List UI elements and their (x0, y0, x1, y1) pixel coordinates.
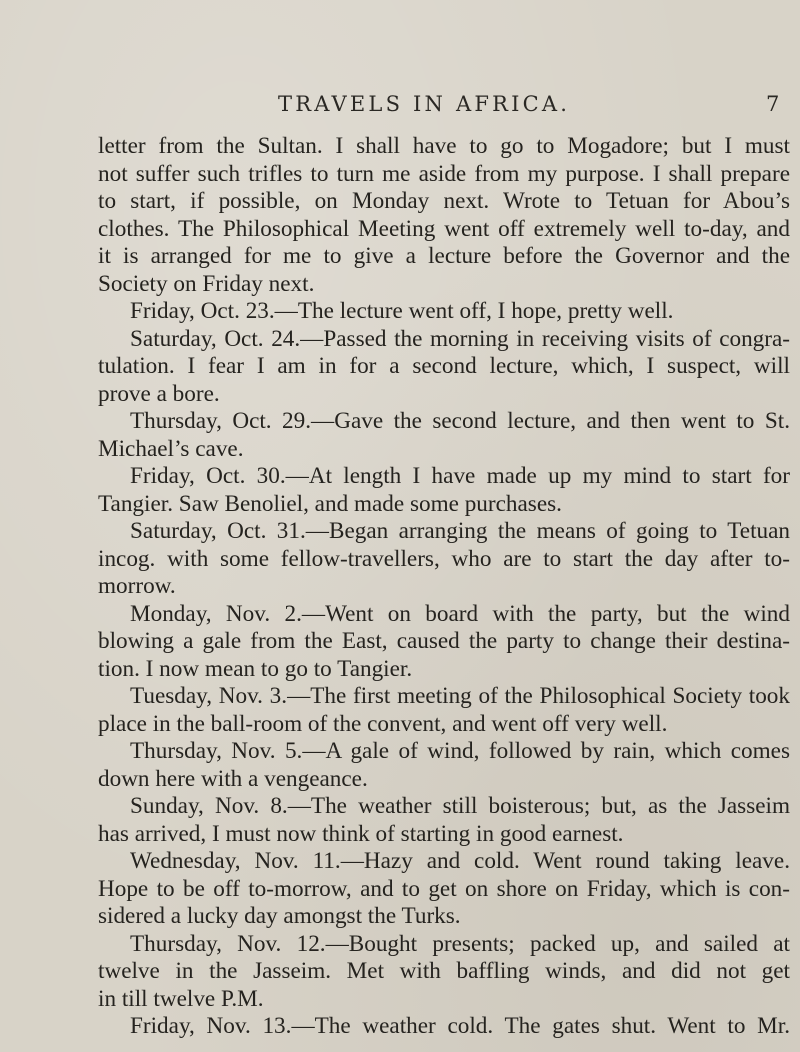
diary-entry-line: Saturday, Oct. 31.—Began arranging the means of going to Tetuan (130, 518, 790, 544)
running-title: TRAVELS IN AFRICA. (278, 92, 571, 116)
text-line: twelve in the Jasseim. Met with baffling winds, and did not get (98, 958, 790, 984)
diary-entry-line: Thursday, Nov. 5.—A gale of wind, followed by rain, which comes (130, 738, 790, 764)
text-line: not suffer such trifles to turn me aside from my purpose. I shall prepare (98, 160, 790, 187)
text-line: letter from the Sultan. I shall have to go to Mogadore; but I must (98, 133, 790, 159)
page-number: 7 (766, 92, 780, 116)
text-line: to start, if possible, on Monday next. Wrote to Tetuan for Abou’s (98, 188, 790, 214)
diary-entry-line: Thursday, Oct. 29.—Gave the second lecture, and then went to St. (130, 408, 790, 434)
text-line: morrow. (98, 573, 176, 599)
diary-entry-line: Friday, Oct. 30.—At length I have made up my mind to start for (130, 463, 790, 489)
text-line: it is arranged for me to give a lecture before the Governor and the (98, 243, 790, 269)
text-line: incog. with some fellow-travellers, who are to start the day after to- (98, 545, 790, 572)
text-line: sidered a lucky day amongst the Turks. (98, 903, 461, 929)
text-line: Society on Friday next. (98, 270, 315, 297)
text-line: Michael’s cave. (98, 435, 244, 462)
text-line: has arrived, I must now think of starting in good earnest. (98, 820, 624, 847)
running-head (0, 92, 800, 122)
text-line: prove a bore. (98, 380, 220, 407)
diary-entry-line: Friday, Oct. 23.—The lecture went off, I hope, pretty well. (130, 298, 674, 324)
diary-entry-line: Tuesday, Nov. 3.—The first meeting of the Philosophical Society took (130, 683, 790, 709)
diary-entry-line: Friday, Nov. 13.—The weather cold. The gates shut. Went to Mr. (130, 1013, 790, 1039)
diary-entry-line: Monday, Nov. 2.—Went on board with the party, but the wind (130, 600, 790, 627)
text-line: Tangier. Saw Benoliel, and made some purchases. (98, 490, 562, 517)
text-line: place in the ball-room of the convent, and went off very well. (98, 710, 668, 737)
text-line: in till twelve P.M. (98, 985, 264, 1012)
text-line: tion. I now mean to go to Tangier. (98, 655, 413, 682)
diary-entry-line: Thursday, Nov. 12.—Bought presents; packed up, and sailed at (130, 930, 790, 957)
diary-entry-line: Sunday, Nov. 8.—The weather still boisterous; but, as the Jasseim (130, 793, 790, 819)
text-line: down here with a vengeance. (98, 765, 368, 792)
text-line: Hope to be off to-morrow, and to get on shore on Friday, which is con- (98, 875, 790, 902)
diary-entry-line: Wednesday, Nov. 11.—Hazy and cold. Went round taking leave. (130, 848, 790, 874)
diary-entry-line: Saturday, Oct. 24.—Passed the morning in receiving visits of congra- (130, 325, 790, 352)
body-text (98, 133, 790, 1041)
text-line: clothes. The Philosophical Meeting went off extremely well to-day, and (98, 215, 790, 242)
text-line: tulation. I fear I am in for a second lecture, which, I suspect, will (98, 353, 790, 379)
text-line: blowing a gale from the East, caused the party to change their destina- (98, 628, 790, 654)
